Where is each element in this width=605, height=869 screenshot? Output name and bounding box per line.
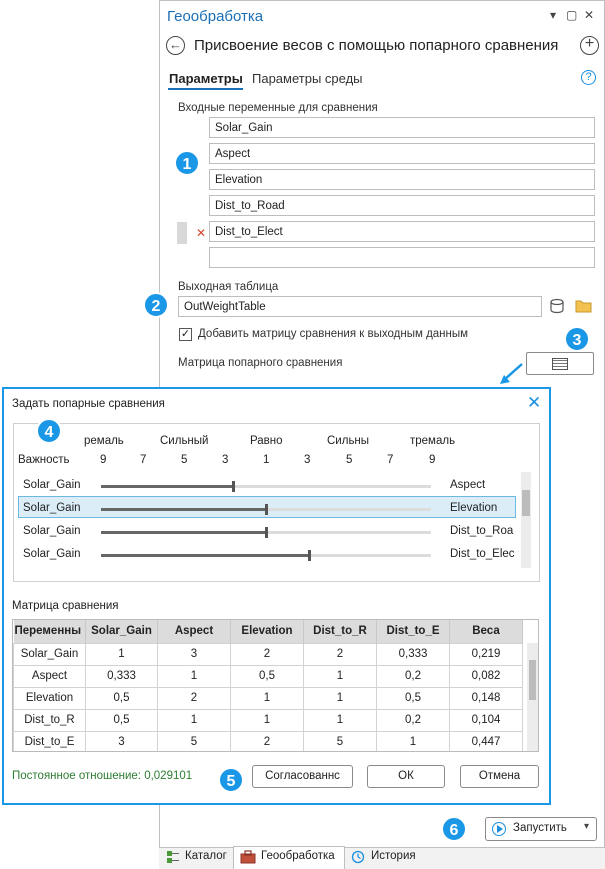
callout-marker-2: 2: [143, 292, 169, 318]
input-variable-2[interactable]: Aspect: [209, 143, 595, 164]
bottom-tab-geoprocessing[interactable]: Геообработка: [261, 850, 335, 862]
slider-fill: [101, 531, 266, 534]
table-row: [14, 687, 523, 709]
table-row: [14, 643, 523, 665]
input-variable-5[interactable]: Dist_to_Elect: [209, 221, 595, 242]
tab-environments[interactable]: Параметры среды: [252, 71, 363, 86]
float-pane-icon[interactable]: ▢: [566, 8, 578, 22]
scale-number: 5: [346, 454, 353, 466]
matrix-cell[interactable]: 2: [158, 687, 231, 709]
table-row: [14, 665, 523, 687]
matrix-cell[interactable]: 0,5: [377, 687, 450, 709]
pair-left-label: Solar_Gain: [23, 525, 81, 537]
matrix-header: Solar_Gain: [86, 620, 158, 643]
scale-number: 7: [387, 454, 394, 466]
matrix-cell[interactable]: 1: [231, 709, 304, 731]
pairwise-matrix-label: Матрица попарного сравнения: [178, 357, 343, 369]
matrix-title: Матрица сравнения: [12, 600, 119, 612]
scale-label-strong-left: Сильный: [160, 435, 209, 447]
matrix-cell[interactable]: 3: [158, 643, 231, 665]
drag-handle[interactable]: [177, 222, 187, 244]
comparison-matrix: [12, 619, 539, 752]
matrix-row-header: Aspect: [14, 665, 86, 687]
remove-icon[interactable]: ✕: [196, 226, 207, 240]
slider-fill: [101, 485, 233, 488]
matrix-weight: 0,447: [450, 731, 523, 752]
matrix-cell[interactable]: 5: [158, 731, 231, 752]
tab-active-underline: [168, 88, 243, 90]
input-variable-4[interactable]: Dist_to_Road: [209, 195, 595, 216]
matrix-cell[interactable]: 1: [231, 687, 304, 709]
matrix-cell[interactable]: 3: [86, 731, 158, 752]
matrix-weight: 0,082: [450, 665, 523, 687]
matrix-cell[interactable]: 1: [304, 687, 377, 709]
scale-label-extreme-left: ремаль: [84, 435, 124, 447]
matrix-header: Dist_to_R: [304, 620, 377, 643]
matrix-cell[interactable]: 0,5: [231, 665, 304, 687]
pair-right-label: Elevation: [450, 502, 498, 514]
matrix-row-header: Solar_Gain: [14, 643, 86, 665]
matrix-cell[interactable]: 0,2: [377, 665, 450, 687]
matrix-row-header: Dist_to_R: [14, 709, 86, 731]
matrix-cell[interactable]: 1: [304, 665, 377, 687]
matrix-cell[interactable]: 0,5: [86, 709, 158, 731]
matrix-row-header: Elevation: [14, 687, 86, 709]
matrix-cell[interactable]: 1: [86, 643, 158, 665]
scale-number: 3: [304, 454, 311, 466]
scale-number: 1: [263, 454, 270, 466]
add-icon[interactable]: +: [580, 36, 599, 55]
scale-label-strong-right: Сильны: [327, 435, 370, 447]
input-variable-3[interactable]: Elevation: [209, 169, 595, 190]
slider-fill: [101, 508, 266, 511]
pair-left-label: Solar_Gain: [23, 502, 81, 514]
pair-left-label: Solar_Gain: [23, 479, 81, 491]
slider-list-scrollbar[interactable]: [521, 472, 531, 568]
ok-button[interactable]: ОК: [367, 765, 445, 788]
slider-thumb[interactable]: [265, 504, 268, 515]
output-table-label: Выходная таблица: [178, 281, 279, 293]
input-variables-label: Входные переменные для сравнения: [178, 102, 378, 114]
slider-thumb[interactable]: [308, 550, 311, 561]
scale-number: 3: [222, 454, 229, 466]
pane-title: Геообработка: [167, 8, 264, 25]
matrix-weight: 0,148: [450, 687, 523, 709]
pair-right-label: Dist_to_Elec: [450, 548, 515, 560]
matrix-cell[interactable]: 5: [304, 731, 377, 752]
matrix-cell[interactable]: 2: [231, 643, 304, 665]
dialog-close-icon[interactable]: ✕: [527, 393, 542, 412]
matrix-header: Dist_to_E: [377, 620, 450, 643]
input-variable-empty[interactable]: [209, 247, 595, 268]
matrix-header: Веса: [450, 620, 523, 643]
scale-number: 7: [140, 454, 147, 466]
callout-marker-3: 3: [564, 326, 590, 352]
matrix-cell[interactable]: 1: [158, 709, 231, 731]
matrix-weight: 0,104: [450, 709, 523, 731]
tool-title: Присвоение весов с помощью попарного сравнения: [194, 37, 559, 54]
pair-right-label: Aspect: [450, 479, 486, 491]
scale-number: 9: [429, 454, 436, 466]
matrix-cell[interactable]: 0,333: [377, 643, 450, 665]
output-table-field[interactable]: OutWeightTable: [178, 296, 542, 317]
callout-marker-1: 1: [174, 150, 200, 176]
callout-marker-5: 5: [218, 767, 244, 793]
scale-label-extreme-right: тремаль: [410, 435, 456, 447]
bottom-tab-catalog[interactable]: Каталог: [185, 850, 227, 862]
matrix-header: Elevation: [231, 620, 304, 643]
matrix-header: Переменны: [14, 620, 86, 643]
folder-icon[interactable]: [575, 299, 593, 313]
matrix-weight: 0,219: [450, 643, 523, 665]
matrix-cell[interactable]: 2: [304, 643, 377, 665]
matrix-cell[interactable]: 0,2: [377, 709, 450, 731]
matrix-cell[interactable]: 1: [304, 709, 377, 731]
bottom-tab-history[interactable]: История: [371, 850, 416, 862]
input-variable-1[interactable]: Solar_Gain: [209, 117, 595, 138]
menu-dropdown-icon[interactable]: ▾: [550, 8, 557, 22]
table-row: [14, 731, 523, 752]
matrix-header: Aspect: [158, 620, 231, 643]
database-icon[interactable]: [549, 297, 569, 315]
cancel-button[interactable]: Отмена: [460, 765, 539, 788]
table-row: [14, 709, 523, 731]
add-matrix-checkbox[interactable]: ✓: [180, 328, 191, 340]
matrix-row-header: Dist_to_E: [14, 731, 86, 752]
consistency-ratio: Постоянное отношение: 0,029101: [12, 770, 193, 782]
matrix-cell[interactable]: 2: [231, 731, 304, 752]
arrow-icon: [498, 362, 528, 386]
matrix-cell[interactable]: 0,5: [86, 687, 158, 709]
back-arrow-icon[interactable]: ←: [166, 36, 185, 55]
scale-number: 5: [181, 454, 188, 466]
add-matrix-checkbox-label: Добавить матрицу сравнения к выходным данным: [198, 328, 469, 340]
play-icon: [497, 825, 503, 833]
history-icon: [351, 850, 365, 864]
slider-fill: [101, 554, 309, 557]
consistent-button[interactable]: Согласованнс: [252, 765, 353, 788]
matrix-cell[interactable]: 1: [158, 665, 231, 687]
toolbox-icon: [240, 850, 256, 864]
catalog-icon: [166, 850, 180, 864]
run-button-label: Запустить: [513, 822, 567, 834]
dialog-title: Задать попарные сравнения: [12, 398, 165, 410]
scale-label-equal: Равно: [250, 435, 283, 447]
slider-thumb[interactable]: [265, 527, 268, 538]
matrix-cell[interactable]: 1: [377, 731, 450, 752]
close-icon[interactable]: ✕: [584, 8, 595, 22]
slider-thumb[interactable]: [232, 481, 235, 492]
callout-marker-6: 6: [441, 816, 467, 842]
matrix-scroll-thumb[interactable]: [529, 660, 536, 700]
tab-parameters[interactable]: Параметры: [169, 71, 243, 86]
chevron-down-icon[interactable]: ▾: [584, 821, 590, 832]
matrix-cell[interactable]: 0,333: [86, 665, 158, 687]
importance-label: Важность: [18, 454, 70, 466]
slider-list-scroll-thumb[interactable]: [522, 490, 530, 516]
pair-right-label: Dist_to_Roa: [450, 525, 514, 537]
scale-number: 9: [100, 454, 107, 466]
callout-marker-4: 4: [36, 418, 62, 444]
help-icon[interactable]: ?: [581, 70, 596, 85]
table-icon: [552, 358, 568, 370]
pair-left-label: Solar_Gain: [23, 548, 81, 560]
